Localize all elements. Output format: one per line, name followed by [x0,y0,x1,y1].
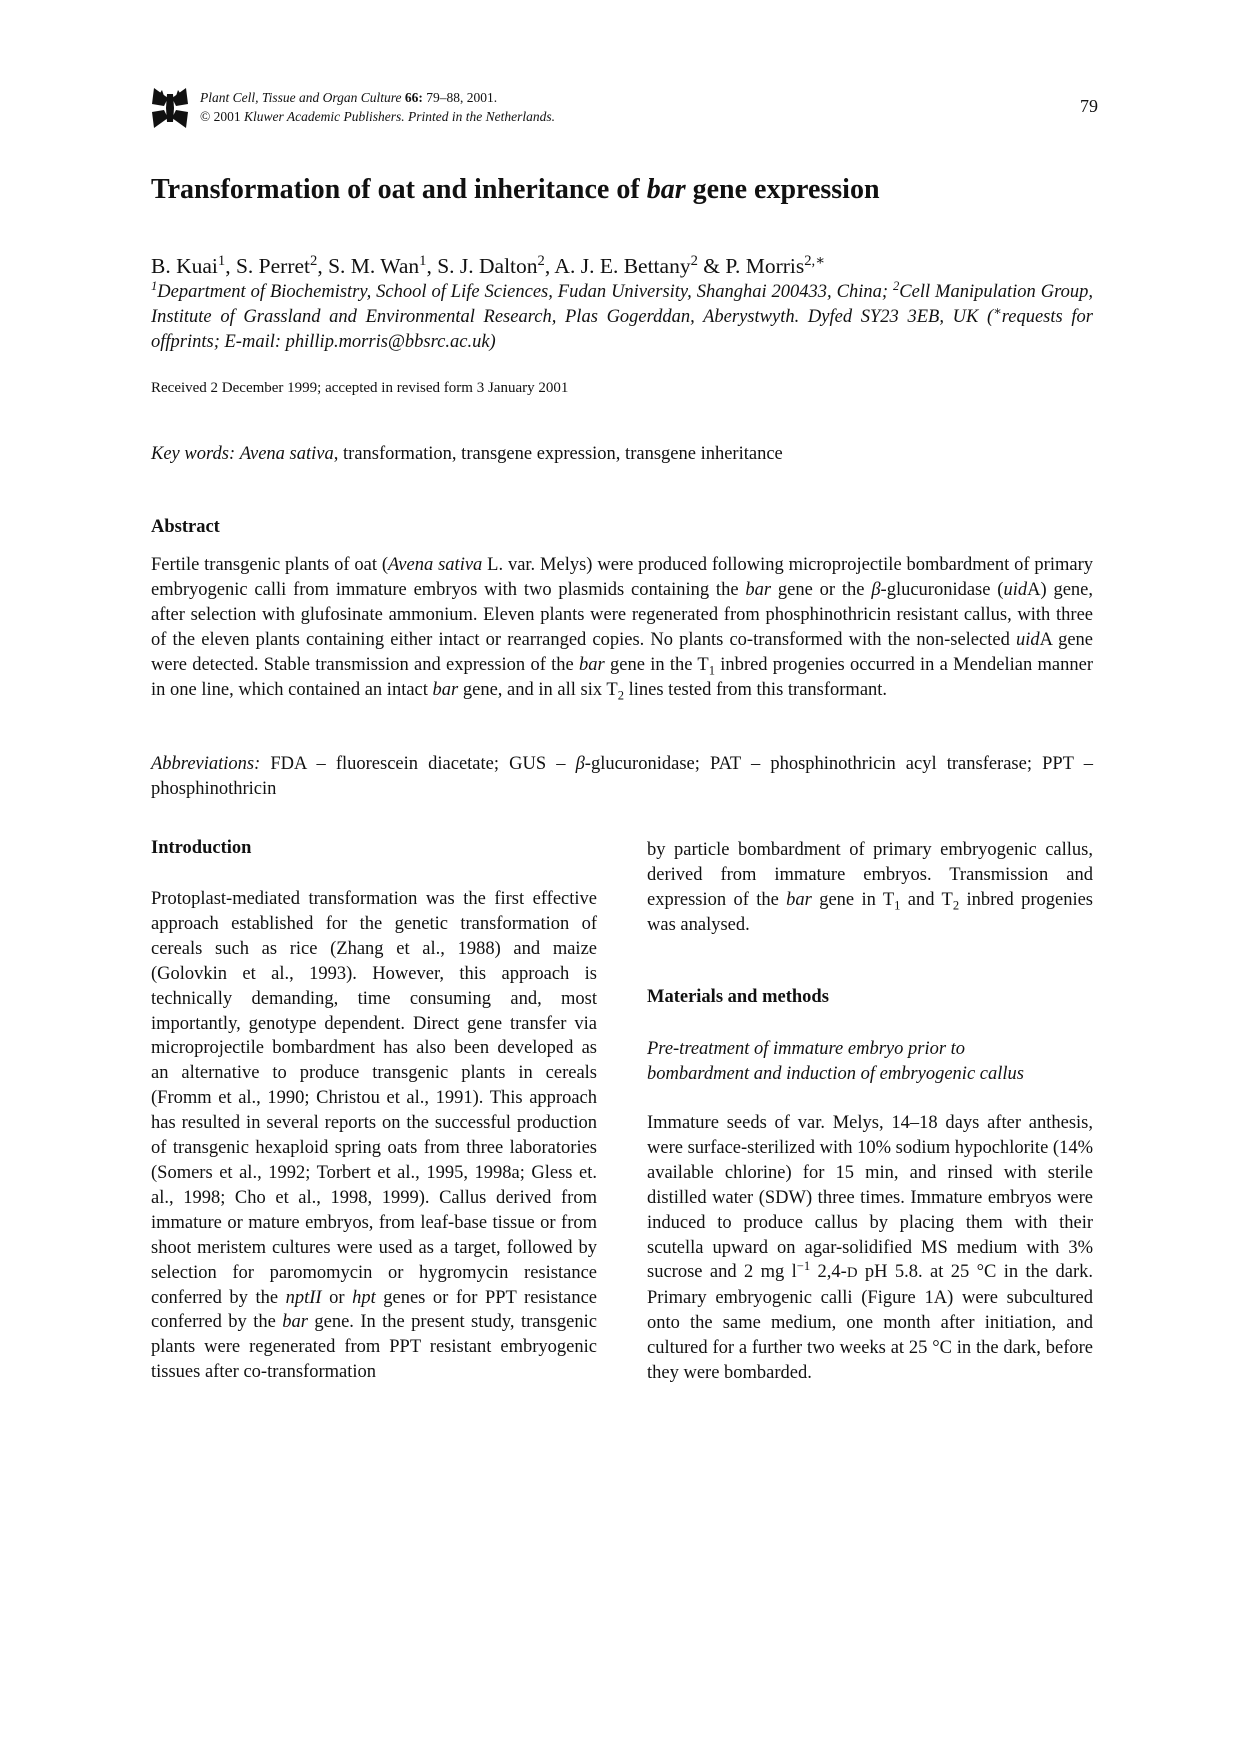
introduction-text: Protoplast-mediated transformation was the first effective approach established for the genetic transformation of cereals such as rice (Zhang et al., 1988) and maize (Golovkin et al., 1993). However, this approach is technically demanding, time consuming and, most importantly, genotype dependent. Direct gene transfer via microprojectile bombardment has also been developed as an alternative to produce transgenic plants in cereals (Fromm et al., 1990; Christou et al., 1991). This approach has resulted in several reports on the successful production of transgenic hexaploid spring oats from three laboratories (Somers et al., 1992; Torbert et al., 1995, 1998a; Gless et. al., 1998; Cho et al., 1998, 1999). Callus derived from immature or mature embryos, from leaf-base tissue or from shoot meristem cultures were used as a target, followed by selection for paromomycin or hygromycin resistance conferred by the nptII or hpt genes or for PPT resistance conferred by the bar gene. In the present study, transgenic plants were regenerated from PPT resistant embryogenic tissues after co-transformation [151,889,597,1383]
author: A. J. E. Bettany$^2$ & [554,252,726,278]
methods-text: Immature seeds of var. Melys, 14–18 days after anthesis, were surface-sterilized with 10% sodium hypochlorite (14% available chlorine) for 15 min, and rinsed with sterile distilled water (SDW) three times. Immature embryos were induced to produce callus by placing them with their scutella upward on agar-solidified MS medium with 3% sucrose and 2 mg $l^{-1}$ 2,4-D pH 5.8. at 25 °C in the dark. Primary embryogenic calli (Figure 1A) were subcultured onto the same medium, one month after initiation, and cultured for a further two weeks at 25 °C in the dark, before they were bombarded. [647,1113,1093,1384]
received-date: Received 2 December 1999; accepted in revised form 3 January 2001 [151,380,569,396]
abstract-text: Fertile transgenic plants of oat (Avena sativa L. var. Melys) were produced following microprojectile bombardment of primary embryogenic calli from immature embryos with two plasmids containing the bar gene or the β-glucuronidase (uidA) gene, after selection with glufosinate ammonium. Eleven plants were regenerated from phosphinothricin resistant callus, with three of the eleven plants containing either intact or rearranged copies. No plants co-transformed with the non-selected uidA gene were detected. Stable transmission and expression of the bar gene in the $T_1$ inbred progenies occurred in a Mendelian manner in one line, which contained an intact bar gene, and in all six $T_2$ lines tested from this transformant. [151,555,1093,703]
author: B. Kuai$^1$, [151,252,236,278]
author: S. J. Dalton$^2$, [437,252,555,278]
methods-subheading: Pre-treatment of immature embryo prior to bombardment and induction of embryogenic callus [647,1039,1024,1084]
journal-volume: 66: [404,90,423,105]
methods-heading: Materials and methods [647,987,829,1007]
abstract-heading: Abstract [151,517,220,537]
introduction-continued: by particle bombardment of primary embryogenic callus, derived from immature embryos. Transmission and expression of the bar gene in $T_1$ and $T_2$ inbred progenies was analysed. [647,840,1093,935]
abbreviations-label: Abbreviations: [151,754,261,774]
journal-pages: 79–88, 2001. [426,90,498,105]
journal-line-1 [200,88,555,107]
author: P. Morris$^{2,∗}$ [725,252,826,278]
publisher-name: Kluwer Academic Publishers. [244,109,405,124]
publisher-logo-icon [150,84,190,132]
copyright: © 2001 [200,109,241,124]
author: S. Perret$^2$, [235,252,329,278]
affiliations: $^1$Department of Biochemistry, School of Life Sciences, Fudan University, Shanghai 200433, China; $^2$Cell Manipulation Group, Institute of Grassland and Environmental Research, Plas Gogerddan, Aberystwyth. Dyfed SY23 3EB, UK (∗requests for offprints; E-mail: phillip.morris@bbsrc.ac.uk) [151,278,1093,352]
paper-title: Transformation of oat and inheritance of bar gene expression [151,174,880,205]
journal-line-2 [200,107,555,126]
author-list [151,254,825,279]
author: S. M. Wan$^1$, [328,252,438,278]
keywords-label: Key words: [151,444,236,464]
abbreviations: Abbreviations: FDA – fluorescein diacetate; GUS – β-glucuronidase; PAT – phosphinothricin acyl transferase; PPT – phosphinothricin [151,754,1093,799]
printed-note: Printed in the Netherlands. [408,109,555,124]
journal-citation [200,88,555,126]
introduction-heading: Introduction [151,838,252,858]
journal-name: Plant Cell, Tissue and Organ Culture [200,90,402,105]
keywords: Key words: Avena sativa, transformation, transgene expression, transgene inheritance [151,444,783,464]
title-gene-bar: bar [646,174,686,205]
page-number: 79 [1080,96,1098,116]
